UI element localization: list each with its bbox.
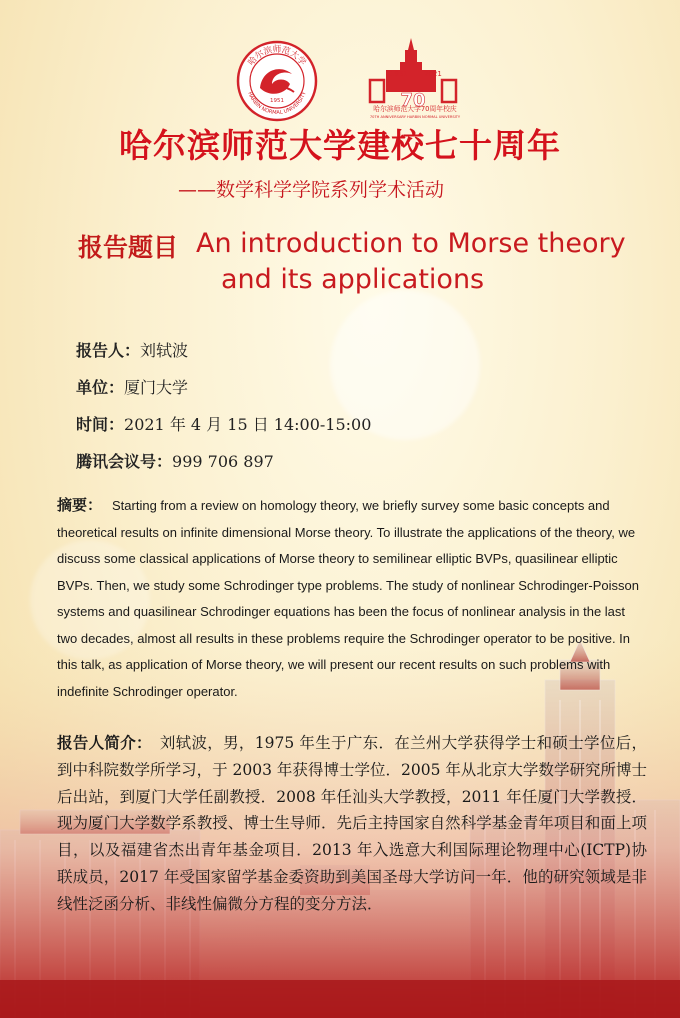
topic-title-line-2: and its applications — [221, 264, 485, 295]
bio-label: 报告人简介： — [57, 733, 152, 752]
seal-year: 1951 — [270, 98, 284, 104]
speaker-row — [76, 338, 188, 361]
speaker-bio-paragraph — [57, 730, 647, 918]
anniversary-year-end: 2021 — [424, 70, 442, 78]
topic-title — [196, 226, 636, 298]
meeting-id: 999 706 897 — [172, 452, 274, 471]
unit-value: 厦门大学 — [124, 378, 189, 397]
meeting-label: 腾讯会议号： — [76, 452, 173, 471]
poster-subtitle: ——数学科学学院系列学术活动 — [178, 179, 445, 201]
abstract-text: Starting from a review on homology theory, we briefly survey some basic concepts and theoretical results on infinite dimensional Morse theory. To illustrate the applications of the theory, we discuss some classical applications of Morse theory to semilinear elliptic BVPs, quasilinear elliptic BVPs. Then, we study some Schrodinger type problems. The study of nonlinear Schrodinger-Poisson systems and quasilinear Schrodinger equations has been the focus of nonlinear analysis in the last two decades, almost all results in these problems require the Schrodinger operator to be positive. In this talk, as application of Morse theory, we will present our recent results on such problems with indefinite Schrodinger operator. — [57, 498, 639, 699]
time-value: 2021 年 4 月 15 日 14:00-15:00 — [124, 415, 372, 434]
speaker-label: 报告人： — [76, 341, 141, 360]
svg-text:70: 70 — [400, 90, 426, 111]
time-row — [76, 412, 371, 435]
anniversary-caption-cn: 哈尔滨师范大学70周年校庆 — [373, 105, 457, 113]
seal-arc-top-text: 哈尔滨师范大学 — [246, 45, 308, 68]
abstract-label: 摘要： — [57, 496, 103, 514]
anniversary-year-start: 1951 — [390, 70, 408, 78]
university-seal-logo — [236, 40, 318, 122]
bio-text: 刘轼波，男，1975 年生于广东．在兰州大学获得学士和硕士学位后，到中科院数学所学习，于 2003 年获得博士学位．2005 年从北京大学数学研究所博士后出站，到厦门大学任副教授．2008 年任汕头大学教授，2011 年任厦门大学教授．现为厦门大学数学系教授、博士生导师．先后主持国家自然科学基金青年项目和面上项目，以及福建省杰出青年基金项目．2013 年入选意大利国际理论物理中心(ICTP)协联成员，2017 年受国家留学基金委资助到美国圣母大学访问一年．他的研究领域是非线性泛函分析、非线性偏微分方程的变分方法． — [57, 734, 647, 913]
topic-title-line-1: An introduction to Morse theory — [196, 228, 626, 259]
anniversary-logo — [366, 36, 468, 122]
time-label: 时间： — [76, 415, 125, 434]
poster-title: 哈尔滨师范大学建校七十周年 — [119, 126, 561, 165]
anniversary-caption-en: 70TH ANNIVERSARY HARBIN NORMAL UNIVERSITY — [369, 115, 461, 119]
unit-row — [76, 375, 188, 398]
abstract-paragraph — [57, 492, 643, 705]
unit-label: 单位： — [76, 378, 125, 397]
speaker-name: 刘轼波 — [140, 341, 189, 360]
seal-arc-bottom-text: HARBIN NORMAL UNIVERSITY — [246, 91, 308, 117]
meeting-row — [76, 449, 274, 472]
topic-label: 报告题目 — [78, 233, 179, 262]
